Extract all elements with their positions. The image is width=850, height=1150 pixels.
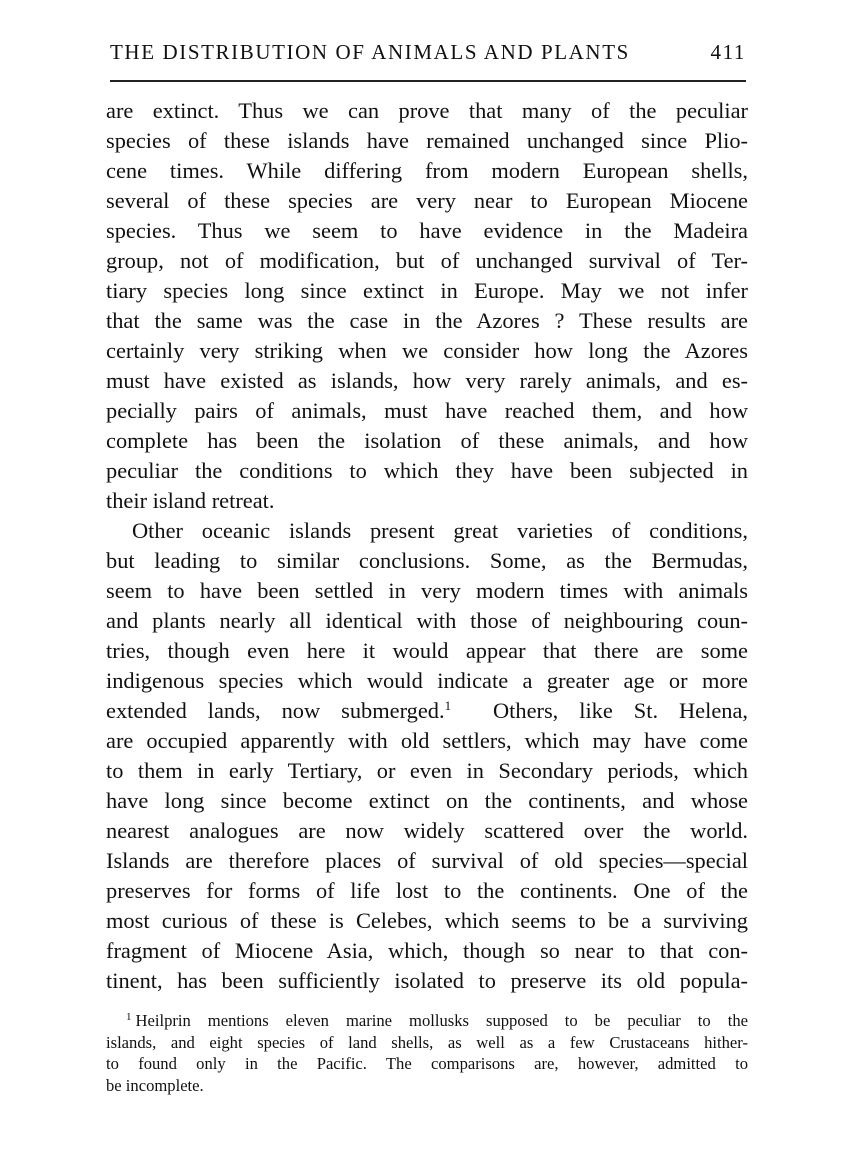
text-line: tiary species long since extinct in Europe. May we not infer <box>106 278 748 303</box>
body-text <box>106 96 748 996</box>
running-title: THE DISTRIBUTION OF ANIMALS AND PLANTS <box>110 40 630 64</box>
text-line: fragment of Miocene Asia, which, though so near to that con- <box>106 938 748 963</box>
text-line: tinent, has been sufficiently isolated to preserve its old popula- <box>106 968 748 993</box>
text-line: nearest analogues are now widely scattered over the world. <box>106 818 748 843</box>
footnote-ref: 1 <box>444 698 452 713</box>
text-line: Other oceanic islands present great varieties of conditions, <box>132 518 748 543</box>
header-rule <box>110 80 746 82</box>
text-line: tries, though even here it would appear that there are some <box>106 638 748 663</box>
page-number: 411 <box>710 40 746 64</box>
text-line: species. Thus we seem to have evidence in the Madeira <box>106 218 748 243</box>
text-line: have long since become extinct on the continents, and whose <box>106 788 748 813</box>
text-fragment: extended lands, now submerged. <box>106 698 445 723</box>
text-line: pecially pairs of animals, must have reached them, and how <box>106 398 748 423</box>
footnote-line: to found only in the Pacific. The comparisons are, however, admitted to <box>106 1054 748 1073</box>
text-fragment: Others, like St. Helena, <box>492 698 748 723</box>
text-line: certainly very striking when we consider how long the Azores <box>106 338 748 363</box>
text-line: must have existed as islands, how very rarely animals, and es- <box>106 368 748 393</box>
running-head <box>110 40 746 65</box>
text-line: and plants nearly all identical with those of neighbouring coun- <box>106 608 748 633</box>
text-line-with-footnote-ref <box>106 696 748 726</box>
text-line: indigenous species which would indicate a greater age or more <box>106 668 748 693</box>
text-line: preserves for forms of life lost to the continents. One of the <box>106 878 748 903</box>
text-line: are extinct. Thus we can prove that many of the peculiar <box>106 98 748 123</box>
text-line: their island retreat. <box>106 488 275 513</box>
footnote-line: islands, and eight species of land shells, as well as a few Crustaceans hither- <box>106 1032 748 1052</box>
footnote-marker: 1 <box>126 1011 132 1023</box>
text-line: seem to have been settled in very modern times with animals <box>106 578 748 603</box>
text-line: cene times. While differing from modern European shells, <box>106 158 748 183</box>
text-line: are occupied apparently with old settlers, which may have come <box>106 728 748 753</box>
text-line: group, not of modification, but of unchanged survival of Ter- <box>106 248 748 273</box>
footnote-line <box>106 1010 748 1032</box>
text-line: several of these species are very near to European Miocene <box>106 188 748 213</box>
text-line: peculiar the conditions to which they have been subjected in <box>106 458 748 483</box>
text-line: species of these islands have remained unchanged since Plio- <box>106 128 748 153</box>
text-line: to them in early Tertiary, or even in Secondary periods, which <box>106 758 748 783</box>
text-fragment: Heilprin mentions eleven marine mollusks supposed to be peculiar to the <box>135 1011 748 1030</box>
text-line: but leading to similar conclusions. Some, as the Bermudas, <box>106 548 748 573</box>
text-line: most curious of these is Celebes, which seems to be a surviving <box>106 908 748 933</box>
text-line: that the same was the case in the Azores ? These results are <box>106 308 748 333</box>
text-line: complete has been the isolation of these animals, and how <box>106 428 748 453</box>
footnote-line: be incomplete. <box>106 1075 204 1095</box>
footnotes <box>106 1010 748 1096</box>
text-line: Islands are therefore places of survival of old species—special <box>106 848 748 873</box>
